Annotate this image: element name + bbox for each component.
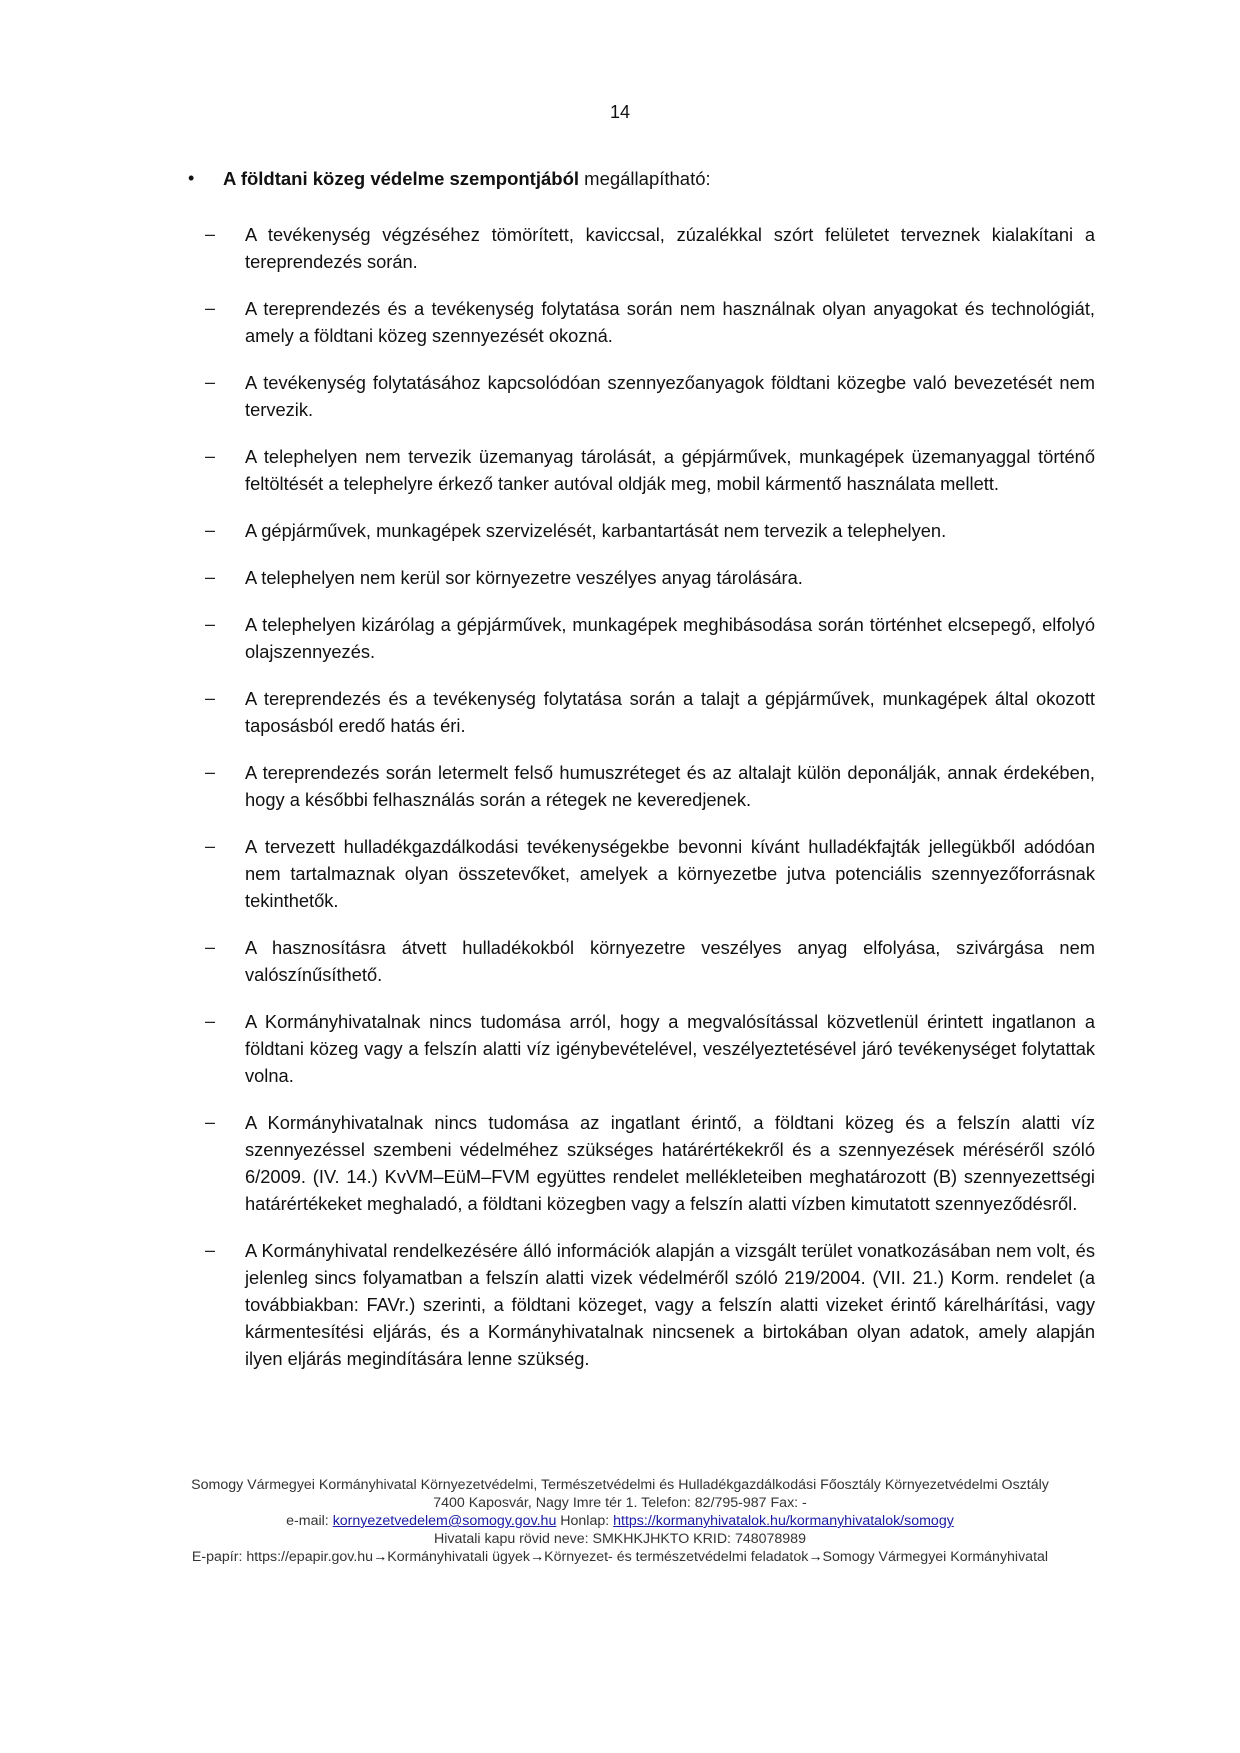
dash-icon: – <box>205 762 216 782</box>
list-item <box>0 1237 1240 1372</box>
list-item <box>0 833 1240 914</box>
list-item <box>0 685 1240 739</box>
footer-epapir-step1: Kormányhivatali ügyek <box>387 1549 530 1565</box>
footer-email-label: e-mail: <box>286 1513 333 1529</box>
list-item <box>0 611 1240 665</box>
list-item <box>0 1008 1240 1089</box>
dash-icon: – <box>205 1240 216 1260</box>
list-item <box>0 443 1240 497</box>
dash-icon: – <box>205 836 216 856</box>
list-item-text: A tevékenység folytatásához kapcsolódóan szennyezőanyagok földtani közegbe való bevezetését nem tervezik. <box>245 372 1095 420</box>
footer-epapir-step2: Környezet- és természetvédelmi feladatok <box>544 1549 809 1565</box>
dash-icon: – <box>205 224 216 244</box>
list-item-text: A tervezett hulladékgazdálkodási tevékenységekbe bevonni kívánt hulladékfajták jellegükből adódóan nem tartalmaznak olyan összetevőket, amelyek a környezetbe jutva potenciális szennyezőforrásnak tekinthetők. <box>245 836 1095 911</box>
list-item-text: A tereprendezés és a tevékenység folytatása során a talajt a gépjárművek, munkagépek által okozott taposásból eredő hatás éri. <box>245 688 1095 736</box>
arrow-right-icon: → <box>529 1549 545 1565</box>
list-item <box>0 369 1240 423</box>
list-item <box>0 1109 1240 1217</box>
list-item-text: A telephelyen kizárólag a gépjárművek, munkagépek meghibásodása során történhet elcsepegő, elfolyó olajszennyezés. <box>245 614 1095 662</box>
bullet-icon: • <box>188 168 195 188</box>
list-item-text: A Kormányhivatal rendelkezésére álló információk alapján a vizsgált terület vonatkozásában nem volt, és jelenleg sincs folyamatban a felszín alatti vizek védelméről szóló 219/2004. (VII. 21.) Korm. rendelet (a továbbiakban: FAVr.) szerinti, a földtani közeget, vagy a felszín alatti vizeket érintő kárelhárítási, vagy kármentesítési eljárás, és a Kormányhivatalnak nincsenek a birtokában olyan adatok, amely alapján ilyen eljárás megindítására lenne szükség. <box>245 1240 1095 1369</box>
page-footer <box>0 1476 1240 1566</box>
section-heading-rest: megállapítható: <box>579 168 711 189</box>
document-body <box>0 168 1240 1369</box>
dash-icon: – <box>205 688 216 708</box>
list-item-text: A Kormányhivatalnak nincs tudomása az ingatlant érintő, a földtani közeg és a felszín alatti víz szennyezéssel szembeni védelméhez szükséges határértékekről és a szennyezések méréséről szóló 6/2009. (IV. 14.) KvVM–EüM–FVM együttes rendelet mellékleteiben meghatározott (B) szennyezettségi határértékeket meghaladó, a földtani közegben vagy a felszín alatti vízben kimutatott szennyeződésről. <box>245 1112 1095 1214</box>
section-heading <box>0 168 1240 198</box>
list-item <box>0 221 1240 275</box>
dash-icon: – <box>205 1011 216 1031</box>
list-item-text: A hasznosításra átvett hulladékokból környezetre veszélyes anyag elfolyása, szivárgása nem valószínűsíthető. <box>245 937 1095 985</box>
arrow-right-icon: → <box>373 1549 388 1565</box>
section-heading-bold: A földtani közeg védelme szempontjából <box>223 168 580 189</box>
list-item-text: A telephelyen nem kerül sor környezetre veszélyes anyag tárolására. <box>245 567 803 588</box>
list-item-text: A tevékenység végzéséhez tömörített, kaviccsal, zúzalékkal szórt felületet terveznek kialakítani a tereprendezés során. <box>245 224 1095 272</box>
list-item <box>0 517 1240 544</box>
list-item <box>0 759 1240 813</box>
footer-contact <box>0 1512 1240 1530</box>
footer-office-name: Somogy Vármegyei Kormányhivatal Környezetvédelmi, Természetvédelmi és Hulladékgazdálkodási Főosztály Környezetvédelmi Osztály <box>191 1477 1049 1493</box>
footer-gateway: Hivatali kapu rövid neve: SMKHKJHKTO KRID: 748078989 <box>434 1531 806 1547</box>
list-item-text: A gépjárművek, munkagépek szervizelését, karbantartását nem tervezik a telephelyen. <box>245 520 947 541</box>
list-item-text: A Kormányhivatalnak nincs tudomása arról, hogy a megvalósítással közvetlenül érintett ingatlanon a földtani közeg vagy a felszín alatti víz igénybevételével, veszélyeztetésével járó tevékenységet folytattak volna. <box>245 1011 1095 1086</box>
dash-icon: – <box>205 937 216 957</box>
list-item-text: A telephelyen nem tervezik üzemanyag tárolását, a gépjárművek, munkagépek üzemanyaggal történő feltöltését a telephelyre érkező tanker autóval oldják meg, mobil kármentő használata mellett. <box>245 446 1095 494</box>
dash-icon: – <box>205 446 216 466</box>
footer-homepage-link[interactable]: https://kormanyhivatalok.hu/kormanyhivatalok/somogy <box>613 1513 954 1529</box>
list-item <box>0 295 1240 349</box>
dash-icon: – <box>205 372 216 392</box>
section-heading-text <box>223 168 711 190</box>
footer-epapir <box>0 1548 1240 1566</box>
dash-icon: – <box>205 298 216 318</box>
dash-icon: – <box>205 567 216 587</box>
page-number: 14 <box>609 102 631 122</box>
footer-epapir-step3: Somogy Vármegyei Kormányhivatal <box>822 1549 1049 1565</box>
dash-icon: – <box>205 614 216 634</box>
dash-icon: – <box>205 520 216 540</box>
list-item <box>0 934 1240 988</box>
arrow-right-icon: → <box>808 1549 823 1565</box>
list-item-text: A tereprendezés és a tevékenység folytatása során nem használnak olyan anyagokat és technológiát, amely a földtani közeg szennyezését okozná. <box>245 298 1095 346</box>
footer-address: 7400 Kaposvár, Nagy Imre tér 1. Telefon: 82/795-987 Fax: - <box>433 1495 807 1511</box>
footer-epapir-prefix: E-papír: https://epapir.gov.hu <box>191 1549 374 1565</box>
list-item-text: A tereprendezés során letermelt felső humuszréteget és az altalajt külön deponálják, annak érdekében, hogy a későbbi felhasználás során a rétegek ne keveredjenek. <box>245 762 1095 810</box>
list-item <box>0 564 1240 591</box>
footer-homepage-label: Honlap: <box>556 1513 614 1529</box>
findings-list <box>0 221 1240 1392</box>
footer-email-link[interactable]: kornyezetvedelem@somogy.gov.hu <box>332 1513 557 1529</box>
dash-icon: – <box>205 1112 216 1132</box>
